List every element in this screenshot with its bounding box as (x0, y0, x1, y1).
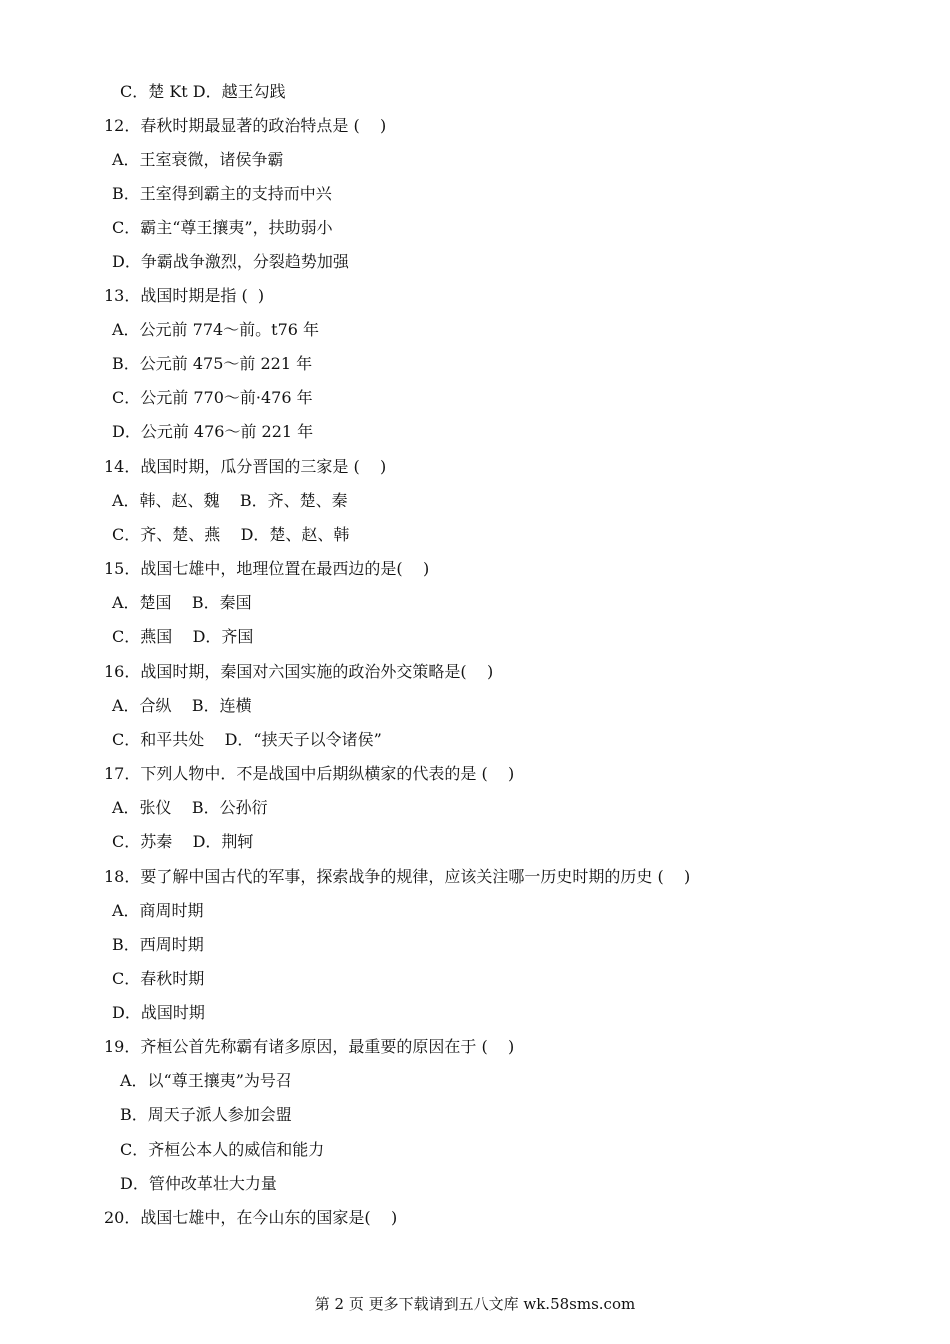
question-14: 14．战国时期，瓜分晋国的三家是 ( ) (104, 457, 387, 476)
option-line: C．苏秦 D．荆轲 (112, 832, 254, 851)
option-line: C．燕国 D．齐国 (112, 627, 254, 646)
option-line: D．管仲改革壮大力量 (120, 1174, 277, 1193)
question-19: 19．齐桓公首先称霸有诸多原因，最重要的原因在于 ( ) (104, 1037, 515, 1056)
option-line: A．商周时期 (112, 901, 204, 920)
option-line: B．周天子派人参加会盟 (120, 1105, 292, 1124)
option-line: A．张仪 B．公孙衍 (112, 798, 268, 817)
option-line: A．王室衰微，诸侯争霸 (112, 150, 284, 169)
question-20: 20．战国七雄中，在今山东的国家是( ) (104, 1208, 398, 1227)
option-line: B．王室得到霸主的支持而中兴 (112, 184, 332, 203)
option-line: C．齐桓公本人的威信和能力 (120, 1140, 325, 1159)
option-line: D．争霸战争激烈，分裂趋势加强 (112, 252, 349, 271)
option-line: A．楚国 B．秦国 (112, 593, 252, 612)
option-line: B．西周时期 (112, 935, 204, 954)
option-line: C．楚 Kt D．越王勾践 (120, 82, 286, 101)
option-line: B．公元前 475～前 221 年 (112, 354, 313, 373)
option-line: C．和平共处 D．“挟天子以令诸侯” (112, 730, 382, 749)
option-line: A．合纵 B．连横 (112, 696, 252, 715)
question-16: 16．战国时期，秦国对六国实施的政治外交策略是( ) (104, 662, 494, 681)
question-18: 18．要了解中国古代的军事，探索战争的规律，应该关注哪一历史时期的历史 ( ) (104, 867, 691, 886)
option-line: C．齐、楚、燕 D．楚、赵、韩 (112, 525, 350, 544)
question-15: 15．战国七雄中，地理位置在最西边的是( ) (104, 559, 430, 578)
option-line: D．公元前 476～前 221 年 (112, 422, 314, 441)
option-line: C．霸主“尊王攘夷”，扶助弱小 (112, 218, 333, 237)
option-line: C．春秋时期 (112, 969, 205, 988)
option-line: A．以“尊王攘夷”为号召 (120, 1071, 292, 1090)
option-line: C．公元前 770～前·476 年 (112, 388, 313, 407)
question-13: 13．战国时期是指 ( ) (104, 286, 265, 305)
option-line: A．韩、赵、魏 B．齐、楚、秦 (112, 491, 348, 510)
page-footer: 第 2 页 更多下载请到五八文库 wk.58sms.com (314, 1295, 636, 1313)
option-line: D．战国时期 (112, 1003, 205, 1022)
option-line: A．公元前 774～前。t76 年 (112, 320, 320, 339)
question-12: 12．春秋时期最显著的政治特点是 ( ) (104, 116, 387, 135)
question-17: 17．下列人物中．不是战国中后期纵横家的代表的是 ( ) (104, 764, 515, 783)
